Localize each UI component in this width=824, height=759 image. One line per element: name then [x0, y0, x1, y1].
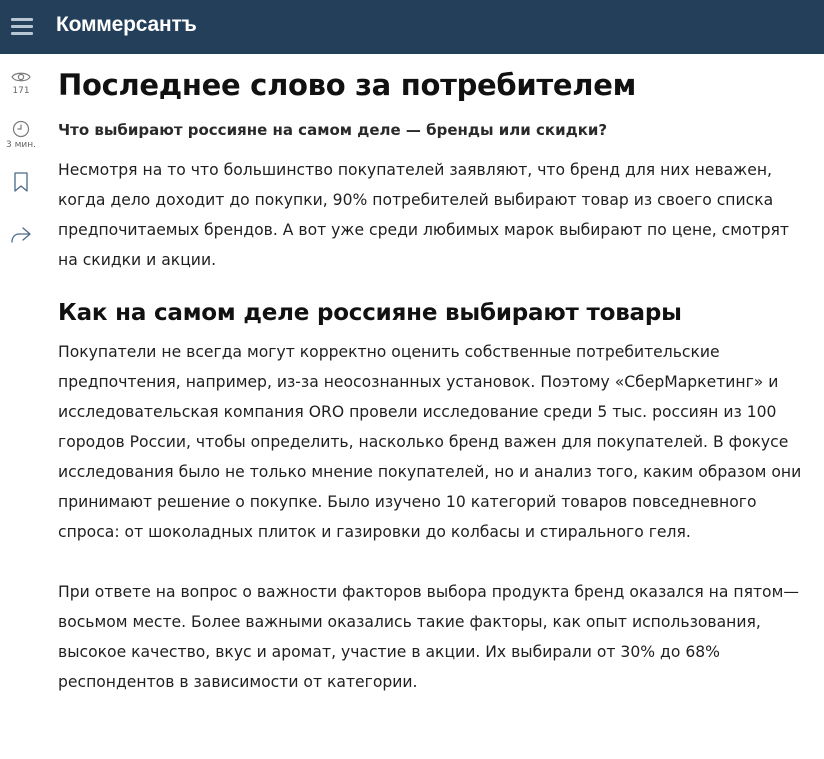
article-lead: Несмотря на то что большинство покупателей заявляют, что бренд для них неважен, когда дело доходит до покупки, 90% потребителей выбирают товар из своего списка предпочитаемых брендов. А вот уже среди любимых марок выбирают по цене, смотрят на скидки и акции. — [58, 161, 789, 269]
share-button[interactable] — [0, 226, 42, 244]
read-time — [0, 120, 42, 150]
top-bar — [0, 0, 824, 54]
article-paragraph: Покупатели не всегда могут корректно оценить собственные потребительские предпочтения, например, из-за неосознанных установок. Поэтому «СберМаркетинг» и исследовательская компания ORO провели исследование среди 5 тыс. россиян из 100 городов России, чтобы определить, насколько бренд важен для покупателей. В фокусе исследования было не только мнение покупателей, но и анализ того, каким образом они принимают решение о покупке. Было изучено 10 категорий товаров повседневного спроса: от шоколадных плиток и газировки до колбасы и стирального геля. — [58, 343, 802, 541]
bookmark-icon — [13, 172, 29, 192]
section-heading: Как на самом деле россияне выбирают товары — [58, 300, 682, 326]
eye-icon — [11, 70, 31, 84]
article-subtitle: Что выбирают россияне на самом деле — бренды или скидки? — [58, 121, 608, 139]
article-content — [58, 64, 803, 697]
clock-icon — [12, 120, 30, 138]
site-logo[interactable]: Коммерсантъ — [56, 13, 197, 36]
bookmark-button[interactable] — [0, 172, 42, 192]
article-title: Последнее слово за потребителем — [58, 68, 636, 102]
read-time-label: 3 мин. — [6, 140, 36, 150]
article-paragraph: При ответе на вопрос о важности факторов выбора продукта бренд оказался на пятом—восьмом месте. Более важными оказались такие факторы, как опыт использования, высокое качество, вкус и аромат, участие в акции. Их выбирали от 30% до 68% респондентов в зависимости от категории. — [58, 583, 799, 691]
views-count: 171 — [12, 86, 30, 96]
share-icon — [10, 226, 32, 244]
hamburger-menu-icon[interactable] — [11, 18, 33, 36]
views-counter — [0, 70, 42, 96]
